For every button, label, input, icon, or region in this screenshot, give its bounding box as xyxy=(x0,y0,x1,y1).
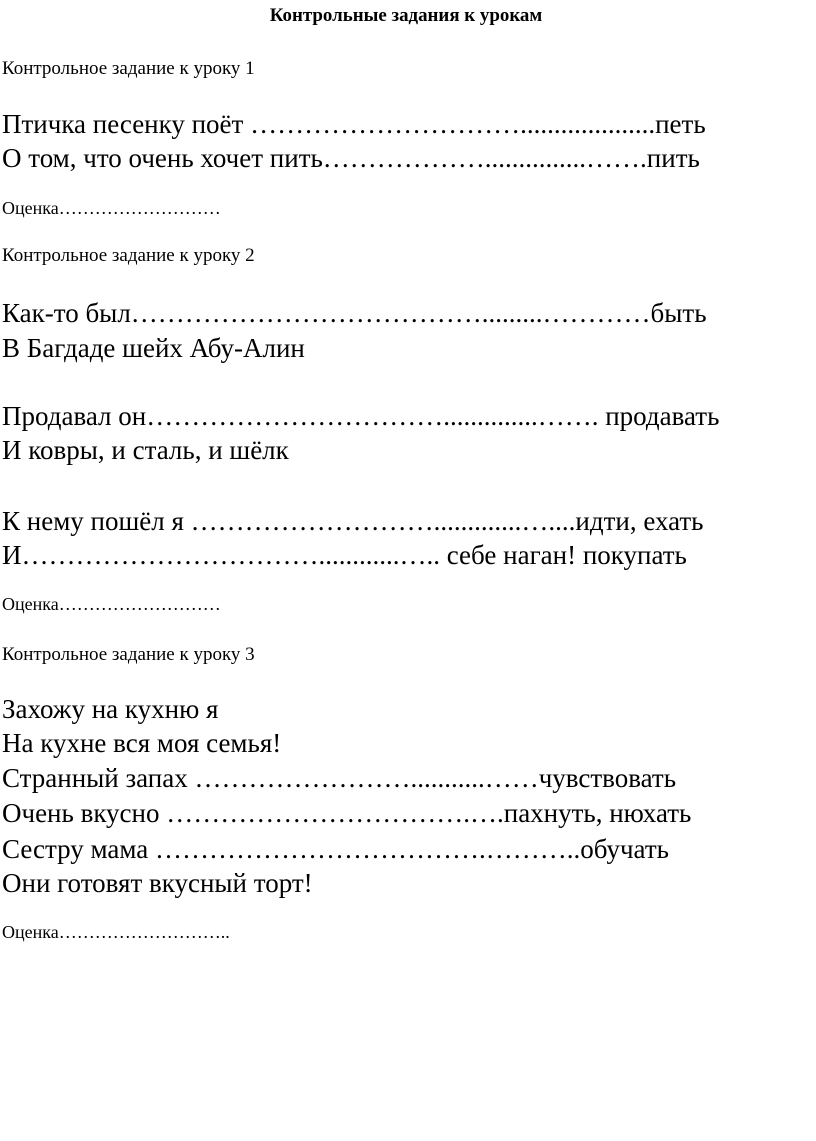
lesson-1-line-1: Птичка песенку поёт …………………………....................петь xyxy=(2,109,706,139)
lesson-2-line-2: В Багдаде шейх Абу-Алин xyxy=(2,333,305,363)
lesson-3-line-5: Сестру мама ……………………………….………..обучать xyxy=(2,834,669,864)
lesson-1-heading: Контрольное задание к уроку 1 xyxy=(2,58,255,79)
lesson-1-grade: Оценка……………………… xyxy=(2,198,221,218)
lesson-1-line-2: О том, что очень хочет пить………………...............…….пить xyxy=(2,143,700,173)
lesson-2-line-3: Продавал он……………………………..............……. продавать xyxy=(2,401,720,431)
lesson-3-line-3: Странный запах ……………………...........……чувствовать xyxy=(2,763,677,793)
lesson-3-heading: Контрольное задание к уроку 3 xyxy=(2,644,255,665)
lesson-3-line-6: Они готовят вкусный торт! xyxy=(2,868,313,898)
lesson-2-line-6: И……………………………............….. себе наган! покупать xyxy=(2,540,687,570)
lesson-2-line-1: Как-то был………………………………….........…………быть xyxy=(2,298,707,328)
lesson-3-grade: Оценка……………………….. xyxy=(2,922,230,942)
lesson-3-line-4: Очень вкусно …………………………….….пахнуть, нюхать xyxy=(2,798,692,828)
lesson-2-heading: Контрольное задание к уроку 2 xyxy=(2,245,255,266)
page-title: Контрольные задания к урокам xyxy=(269,5,543,26)
lesson-2-line-5: К нему пошёл я ……………………….............…....идти, ехать xyxy=(2,506,704,536)
lesson-3-line-1: Захожу на кухню я xyxy=(2,694,219,724)
lesson-3-line-2: На кухне вся моя семья! xyxy=(2,728,282,758)
lesson-2-line-4: И ковры, и сталь, и шёлк xyxy=(2,435,289,465)
lesson-2-grade: Оценка……………………… xyxy=(2,594,221,614)
